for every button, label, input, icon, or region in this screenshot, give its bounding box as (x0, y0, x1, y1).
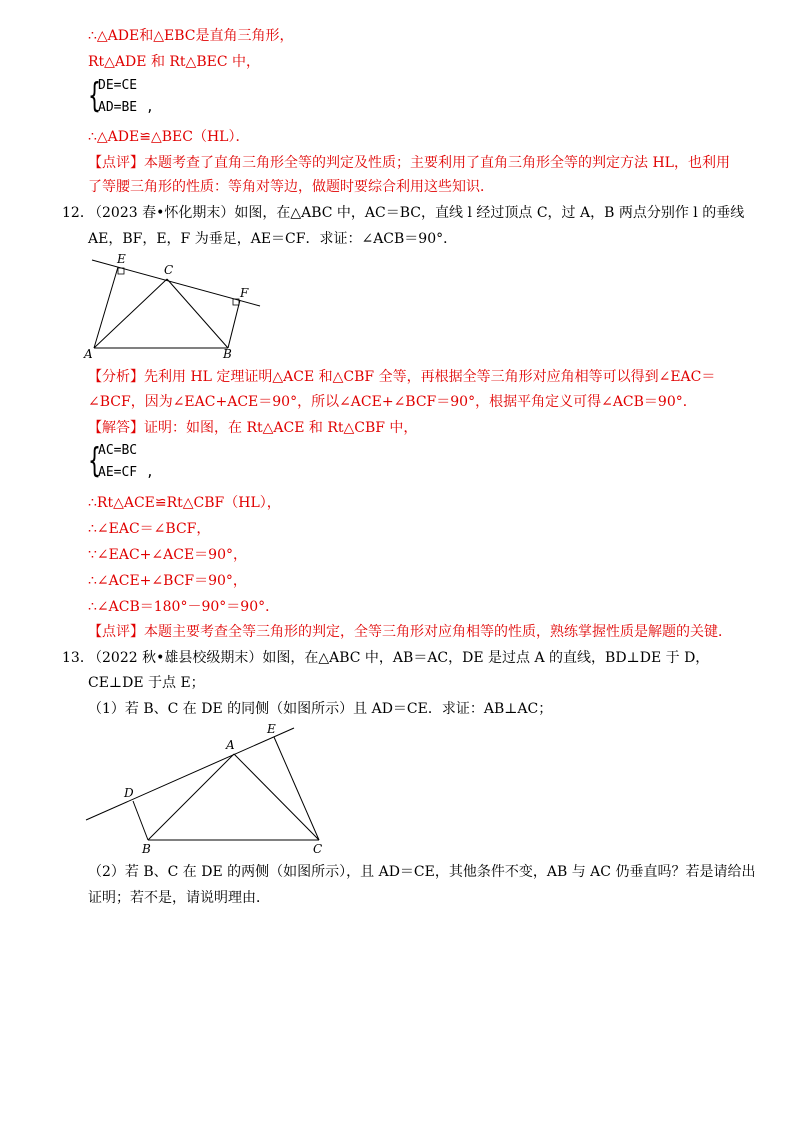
equation-end: , (146, 465, 154, 480)
question-number: 13． (62, 650, 94, 666)
solution-line: ∵∠EAC+∠ACE＝90°， (88, 547, 247, 563)
brace-icon: { (88, 76, 101, 116)
point-label: E (267, 722, 276, 736)
point-label: C (164, 263, 174, 277)
solution-line: Rt△ADE 和 Rt△BEC 中， (88, 54, 260, 70)
question-text: AE，BF，E，F 为垂足，AE＝CF．求证：∠ACB＝90°． (88, 231, 458, 247)
question-text: CE⊥DE 于点 E； (88, 675, 205, 691)
point-label: D (124, 786, 134, 800)
point-label: E (117, 252, 126, 266)
solution-line: ∴∠EAC＝∠BCF， (88, 521, 211, 537)
segment-ac (234, 754, 319, 840)
question-part: （2）若 B、C 在 DE 的两侧（如图所示），且 AD＝CE，其他条件不变，AB 与 AC 仍垂直吗？若是请给出 (88, 864, 756, 880)
solution-line: ∴△ADE≌△BEC（HL）． (88, 129, 250, 145)
question-number: 12． (62, 205, 94, 221)
question-text: （2023 春•怀化期末）如图，在△ABC 中，AC＝BC，直线 l 经过顶点 C，过 A，B 两点分别作 l 的垂线 (88, 205, 745, 221)
segment-bd (133, 801, 148, 840)
comment-line: 了等腰三角形的性质：等角对等边，做题时要综合利用这些知识． (88, 179, 494, 195)
question-part: （1）若 B、C 在 DE 的同侧（如图所示）且 AD＝CE．求证：AB⊥AC； (88, 701, 553, 717)
figure-q13 (84, 718, 324, 856)
equation: AE=CF (98, 465, 138, 480)
solution-line: ∴∠ACB＝180°－90°＝90°． (88, 599, 280, 615)
equation: DE=CE (98, 78, 138, 93)
point-label: A (226, 738, 235, 752)
point-label: B (223, 347, 232, 361)
equation: AC=BC (98, 443, 138, 458)
equation-end: , (146, 100, 154, 115)
segment-ce (274, 737, 319, 840)
solution-line: ∴△ADE和△EBC是直角三角形， (88, 28, 294, 44)
solution-line: ∴Rt△ACE≌Rt△CBF（HL）， (88, 495, 281, 511)
segment-ac (94, 279, 167, 348)
analysis-line: ∠BCF，因为∠EAC+ACE＝90°，所以∠ACE+∠BCF＝90°，根据平角定义可得∠ACB＝90°． (88, 394, 697, 410)
comment-line: 【点评】本题考查了直角三角形全等的判定及性质；主要利用了直角三角形全等的判定方法 HL，也利用 (88, 155, 730, 171)
equation: AD=BE (98, 100, 138, 115)
line-de (86, 728, 294, 820)
figure-q12 (80, 252, 270, 362)
point-label: A (84, 347, 93, 361)
point-label: F (240, 286, 249, 300)
question-part: 证明；若不是，请说明理由． (88, 890, 270, 906)
question-text: （2022 秋•雄县校级期末）如图，在△ABC 中，AB＝AC，DE 是过点 A 的直线，BD⊥DE 于 D， (88, 650, 710, 666)
segment-ab (148, 754, 234, 840)
point-label: B (142, 842, 151, 856)
solution-line: 【解答】证明：如图，在 Rt△ACE 和 Rt△CBF 中， (88, 420, 418, 436)
point-label: C (313, 842, 323, 856)
segment-bf (228, 300, 240, 348)
comment-line: 【点评】本题主要考查全等三角形的判定，全等三角形对应角相等的性质，熟练掌握性质是解题的关键． (88, 624, 732, 640)
analysis-line: 【分析】先利用 HL 定理证明△ACE 和△CBF 全等，再根据全等三角形对应角相等可以得到∠EAC＝ (88, 369, 716, 385)
solution-line: ∴∠ACE+∠BCF＝90°， (88, 573, 247, 589)
brace-icon: { (88, 441, 101, 481)
segment-ae (94, 267, 118, 348)
